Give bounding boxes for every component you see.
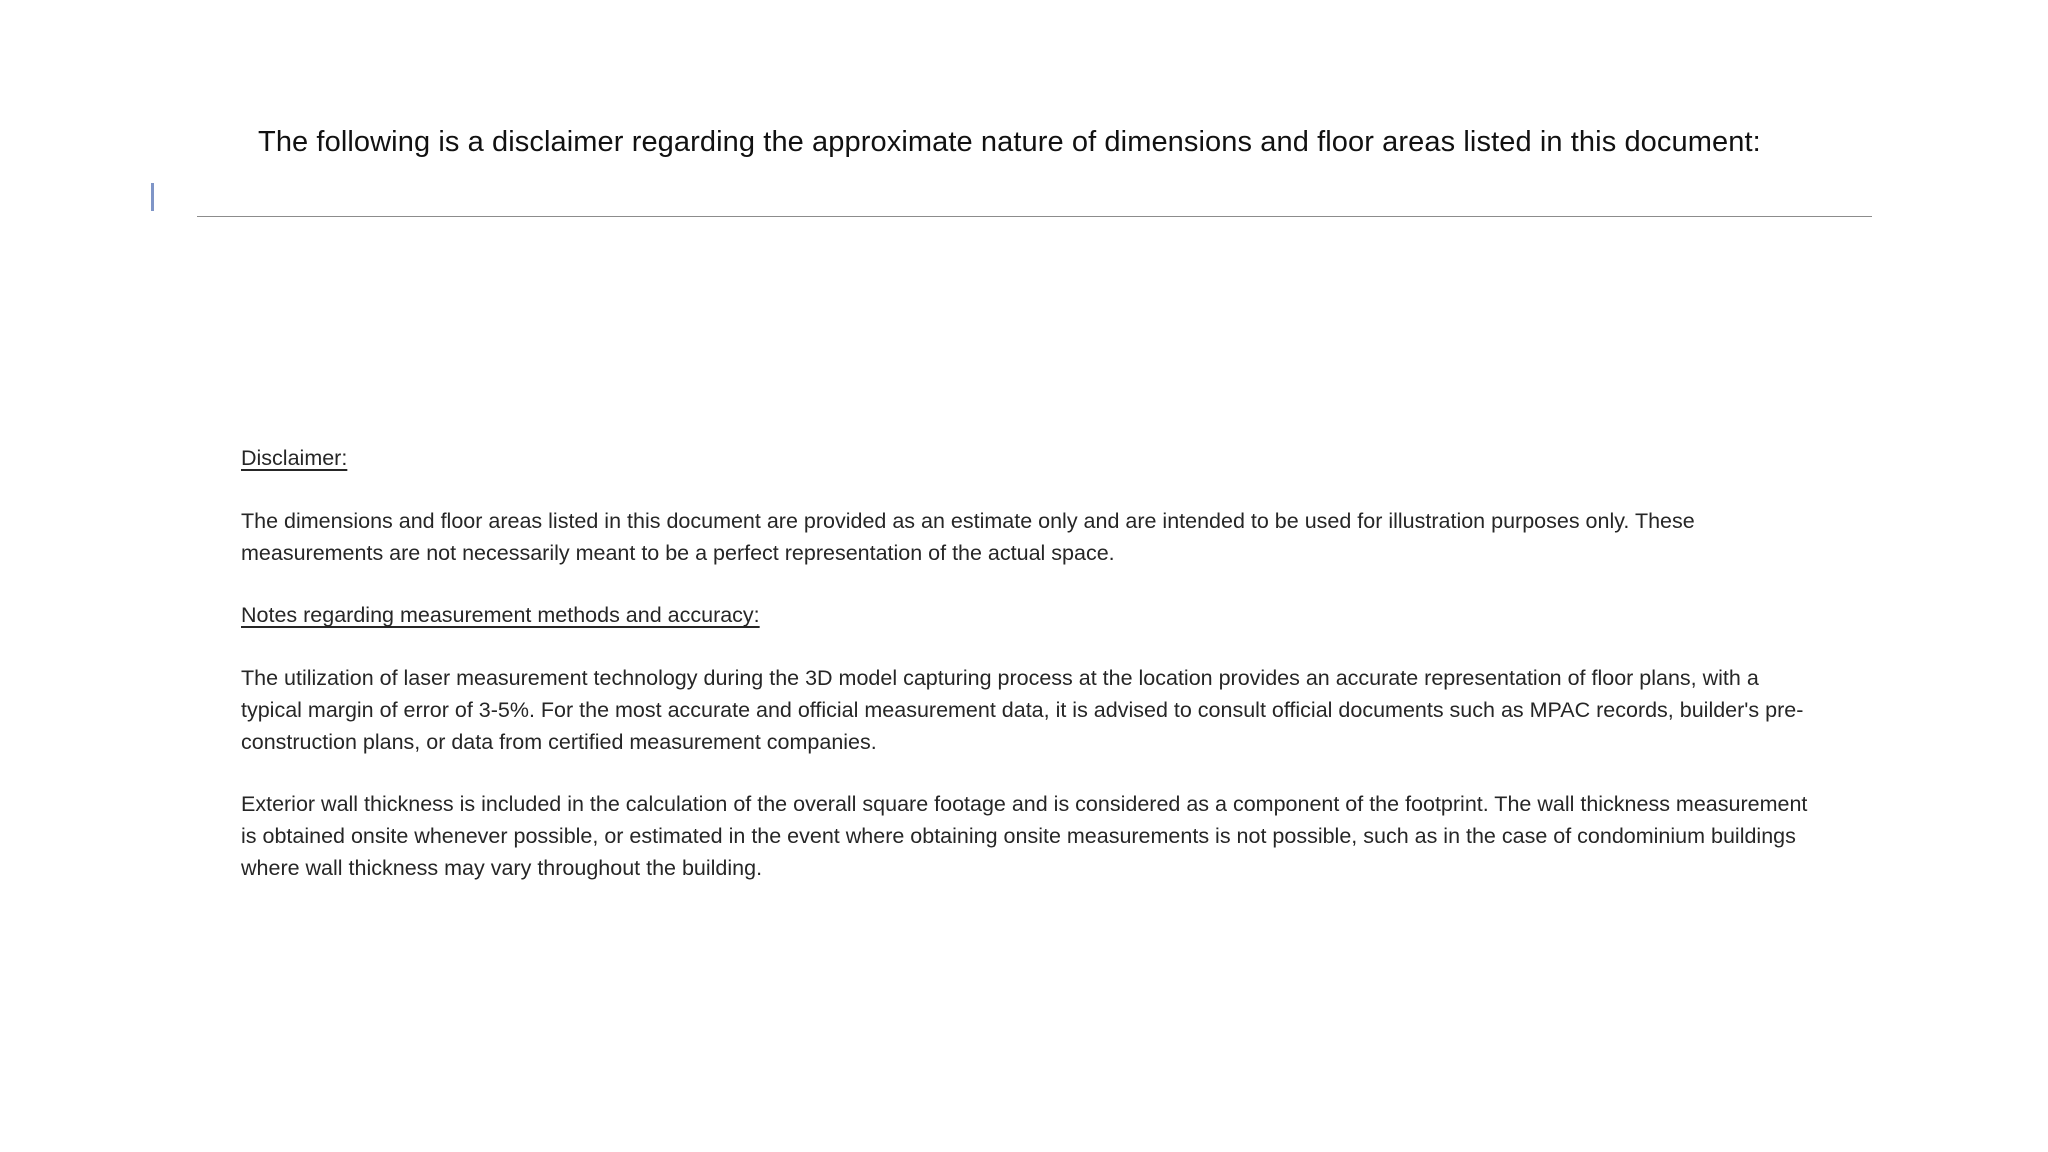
horizontal-divider bbox=[197, 216, 1872, 217]
notes-heading: Notes regarding measurement methods and accuracy: bbox=[241, 603, 760, 627]
notes-paragraph-accuracy: The utilization of laser measurement technology during the 3D model capturing process at the location provides an accurate representation of floor plans, with a typical margin of error of 3-5%. For the most accurate and official measurement data, it is advised to consult official documents such as MPAC records, builder's pre-construction plans, or data from certified measurement companies. bbox=[241, 666, 1804, 754]
disclaimer-section bbox=[241, 442, 1821, 884]
text-cursor bbox=[151, 183, 154, 211]
disclaimer-body: The dimensions and floor areas listed in this document are provided as an estimate only and are intended to be used for illustration purposes only. These measurements are not necessarily meant to be a perfect representation of the actual space. bbox=[241, 509, 1695, 565]
intro-text: The following is a disclaimer regarding the approximate nature of dimensions and floor areas listed in this document: bbox=[258, 126, 1761, 158]
disclaimer-heading: Disclaimer: bbox=[241, 446, 348, 470]
notes-paragraph-wall-thickness: Exterior wall thickness is included in the calculation of the overall square footage and is considered as a component of the footprint. The wall thickness measurement is obtained onsite whenever possible, or estimated in the event where obtaining onsite measurements is not possible, such as in the case of condominium buildings where wall thickness may vary throughout the building. bbox=[241, 792, 1808, 880]
